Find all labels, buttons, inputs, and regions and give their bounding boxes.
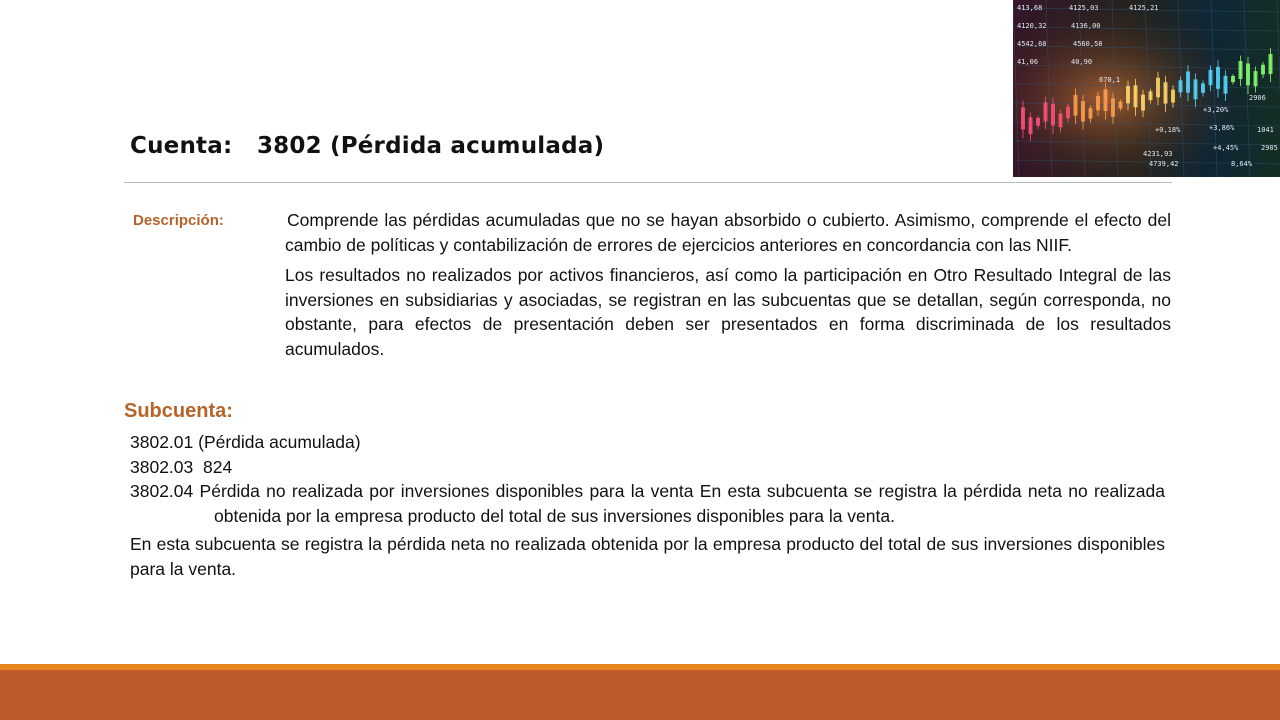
candle-body [1111, 98, 1115, 116]
candle-body [1059, 113, 1063, 127]
ticker-label: 4136,00 [1071, 22, 1101, 30]
subcuenta-item: 3802.04 Pérdida no realizada por inversiones disponibles para la venta En esta subcuenta se registra la pérdida neta no realizada obtenida por la empresa producto del total de sus inversiones disponibles para la venta. [130, 481, 1165, 526]
ticker-label: 4125,21 [1129, 4, 1159, 12]
ticker-label: 8,64% [1231, 160, 1253, 168]
ticker-label: 2905 [1261, 144, 1278, 152]
candle-body [1096, 96, 1100, 111]
ticker-label: 41,06 [1017, 58, 1039, 66]
description-paragraph: Comprende las pérdidas acumuladas que no se hayan absorbido o cubierto. Asimismo, comprende el efecto del cambio de políticas y contabilización de errores de ejercicios anteriores en concordancia con las NIIF. [285, 210, 1171, 255]
candle-body [1066, 107, 1070, 118]
description-paragraph: Los resultados no realizados por activos financieros, así como la participación en Otro Resultado Integral de las inversiones en subsidiarias y asociadas, se registran en las subcuentas que se detallan, según corresponda, no obstante, para efectos de presentación deben ser presentados en forma discriminada de los resultados acumulados. [285, 265, 1171, 359]
ticker-label: 4542,68 [1017, 40, 1047, 48]
candle-body [1104, 89, 1108, 111]
ticker-label: 4231,93 [1143, 150, 1173, 158]
ticker-label: +4,45% [1213, 144, 1239, 152]
candle-body [1246, 63, 1250, 85]
candle-body [1044, 102, 1048, 121]
candle-body [1224, 76, 1228, 94]
candle-body [1119, 102, 1123, 109]
footer-bar [0, 670, 1280, 720]
subcuenta-item: 3802.01 (Pérdida acumulada) [130, 432, 361, 452]
title-divider [124, 182, 1172, 183]
candle-body [1021, 107, 1025, 129]
candle-body [1074, 95, 1078, 116]
candle-body [1216, 67, 1220, 89]
page-title: Cuenta: 3802 (Pérdida acumulada) [130, 133, 605, 159]
description-body [285, 208, 1171, 367]
ticker-label: 4125,03 [1069, 4, 1099, 12]
candle-body [1194, 79, 1198, 99]
candle-body [1051, 104, 1055, 126]
candle-body [1179, 80, 1183, 92]
ticker-label: 4560,58 [1073, 40, 1103, 48]
ticker-label: +3,20% [1203, 106, 1229, 114]
candle-body [1254, 71, 1258, 86]
candle-body [1126, 86, 1130, 103]
candle-body [1239, 61, 1243, 79]
ticker-label: 4120,32 [1017, 22, 1047, 30]
candle-body [1164, 82, 1168, 103]
ticker-label: 40,90 [1071, 58, 1093, 66]
candle-body [1089, 108, 1093, 118]
ticker-label: +3,86% [1209, 124, 1235, 132]
candle-body [1231, 76, 1235, 82]
candle-body [1081, 101, 1085, 121]
ticker-label: 413,68 [1017, 4, 1043, 12]
subcuenta-list [130, 430, 1165, 581]
candle-body [1134, 85, 1138, 107]
candle-body [1149, 91, 1153, 100]
candle-body [1186, 71, 1190, 92]
candle-body [1029, 117, 1033, 134]
candle-body [1036, 118, 1040, 126]
ticker-label: +0,18% [1155, 126, 1181, 134]
ticker-label: 2906 [1249, 94, 1266, 102]
subcuenta-item: 3802.03 824 [130, 456, 233, 477]
stock-market-chart-image [1013, 0, 1280, 177]
candle-body [1141, 95, 1145, 111]
candle-body [1156, 78, 1160, 98]
candle-body [1261, 65, 1265, 75]
description-label: Descripción: [133, 212, 224, 229]
subcuenta-heading: Subcuenta: [124, 400, 233, 422]
ticker-label: 1041 [1257, 126, 1274, 134]
subcuenta-note: En esta subcuenta se registra la pérdida neta no realizada obtenida por la empresa producto del total de sus inversiones disponibles para la venta. [130, 534, 1165, 579]
candle-body [1269, 54, 1273, 74]
candle-body [1201, 83, 1205, 93]
candle-body [1171, 90, 1175, 103]
candle-body [1209, 70, 1213, 85]
ticker-label: 4739,42 [1149, 160, 1179, 168]
ticker-label: 670,1 [1099, 76, 1121, 84]
